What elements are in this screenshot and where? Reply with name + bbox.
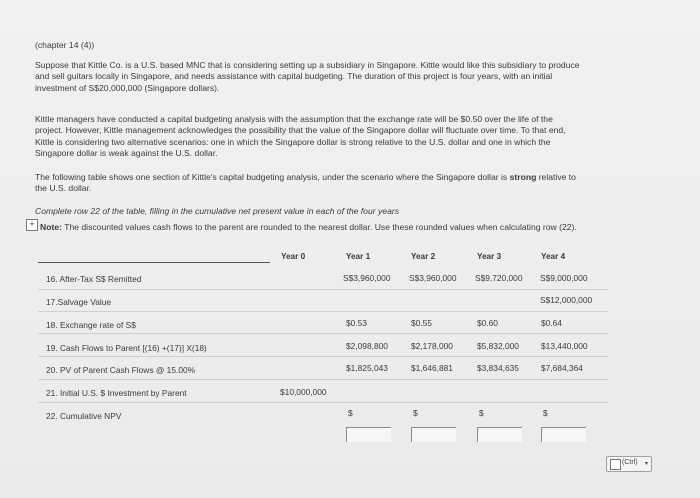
managers-paragraph bbox=[35, 114, 667, 160]
managers-line: Singapore dollar is weak against the U.S. dollar. bbox=[35, 148, 218, 159]
year-header-3: Year 3 bbox=[477, 252, 502, 261]
dollar-sign-y4: $ bbox=[543, 408, 548, 418]
row-divider bbox=[38, 311, 608, 312]
cumulative-npv-input-year3[interactable] bbox=[477, 427, 522, 442]
cumulative-npv-input-year2[interactable] bbox=[411, 427, 456, 442]
cell-18-y1: $0.53 bbox=[346, 318, 367, 328]
note-label: Note: bbox=[40, 222, 62, 232]
cell-18-y2: $0.55 bbox=[411, 318, 432, 328]
note-text bbox=[40, 222, 577, 233]
table-intro-line2: the U.S. dollar. bbox=[35, 183, 92, 194]
row-label-19: 19. Cash Flows to Parent [(16) +(17)] X(18) bbox=[46, 343, 207, 353]
chapter-reference: (chapter 14 (4)) bbox=[35, 40, 95, 50]
cell-17-y4: S$12,000,000 bbox=[540, 295, 593, 305]
cell-16-y1: S$3,960,000 bbox=[343, 273, 391, 283]
year-header-1: Year 1 bbox=[346, 252, 371, 261]
row-label-16: 16. After-Tax S$ Remitted bbox=[46, 274, 142, 284]
row-divider bbox=[38, 333, 608, 334]
cell-19-y4: $13,440,000 bbox=[541, 341, 588, 351]
row-divider bbox=[38, 356, 608, 357]
managers-line: Kittle managers have conducted a capital budgeting analysis with the assumption that the exchange rate will be $0.50 over the life of the bbox=[35, 114, 553, 124]
row-label-17: 17.Salvage Value bbox=[46, 297, 112, 307]
cumulative-npv-input-year1[interactable] bbox=[346, 427, 391, 442]
row-label-21: 21. Initial U.S. $ Investment by Parent bbox=[46, 388, 187, 398]
paste-options-button[interactable] bbox=[606, 456, 652, 472]
cell-18-y4: $0.64 bbox=[541, 318, 562, 328]
intro-line: and sell guitars locally in Singapore, and needs assistance with capital budgeting. The duration of this project is four years, with an initial bbox=[35, 71, 553, 82]
cell-16-y2: S$3,960,000 bbox=[409, 273, 457, 283]
cell-20-y4: $7,684,364 bbox=[541, 363, 583, 373]
cell-20-y3: $3,834,635 bbox=[477, 363, 519, 373]
intro-line: investment of S$20,000,000 (Singapore dollars). bbox=[35, 82, 220, 93]
row-divider bbox=[38, 289, 608, 290]
table-intro-after: relative to bbox=[536, 172, 576, 182]
expand-icon[interactable]: + bbox=[26, 219, 38, 231]
cell-20-y2: $1,646,881 bbox=[411, 363, 453, 373]
table-intro-paragraph bbox=[35, 172, 667, 195]
row-label-20: 20. PV of Parent Cash Flows @ 15.00% bbox=[46, 365, 196, 375]
cell-19-y2: $2,178,000 bbox=[411, 341, 453, 351]
chevron-down-icon: ▾ bbox=[644, 461, 648, 467]
year-header-0: Year 0 bbox=[281, 252, 306, 261]
year-header-4: Year 4 bbox=[541, 252, 566, 261]
intro-line: Suppose that Kittle Co. is a U.S. based MNC that is considering setting up a subsidiary in Singapore. Kittle would like this subsidiary to produce bbox=[35, 60, 580, 70]
table-intro-line bbox=[35, 172, 667, 183]
managers-line: project. However, Kittle management acknowledges the possibility that the value of the Singapore dollar will fluctuate over time. To that end, bbox=[35, 125, 566, 136]
row-divider bbox=[38, 402, 608, 403]
year-header-2: Year 2 bbox=[411, 252, 436, 261]
table-intro-bold: strong bbox=[509, 172, 537, 182]
note-body: The discounted values cash flows to the parent are rounded to the nearest dollar. Use these rounded values when calculating row (22). bbox=[61, 222, 577, 232]
dollar-sign-y3: $ bbox=[479, 408, 484, 418]
header-underline bbox=[38, 262, 270, 263]
cell-19-y1: $2,098,800 bbox=[346, 341, 388, 351]
instruction-text: Complete row 22 of the table, filling in the cumulative net present value in each of the four years bbox=[35, 206, 400, 216]
cell-21-y0: $10,000,000 bbox=[280, 387, 327, 397]
row-label-18: 18. Exchange rate of S$ bbox=[46, 320, 136, 330]
dollar-sign-y1: $ bbox=[348, 408, 353, 418]
managers-line: Kittle is considering two alternative scenarios: one in which the Singapore dollar is strong relative to the U.S. dollar and one in which the bbox=[35, 136, 551, 147]
cumulative-npv-input-year4[interactable] bbox=[541, 427, 586, 442]
cell-16-y3: S$9,720,000 bbox=[475, 273, 523, 283]
dollar-sign-y2: $ bbox=[413, 408, 418, 418]
cell-16-y4: S$9,000,000 bbox=[540, 273, 588, 283]
ctrl-label: (Ctrl) bbox=[622, 459, 638, 466]
cell-18-y3: $0.60 bbox=[477, 318, 498, 328]
row-divider bbox=[38, 379, 608, 380]
clipboard-icon bbox=[610, 459, 621, 470]
cell-19-y3: $5,832,000 bbox=[477, 341, 519, 351]
row-label-22: 22. Cumulative NPV bbox=[46, 411, 122, 421]
intro-paragraph bbox=[35, 60, 667, 94]
cell-20-y1: $1,825,043 bbox=[346, 363, 388, 373]
table-intro-before: The following table shows one section of Kittle's capital budgeting analysis, under the scenario where the Singapore dollar is bbox=[35, 172, 510, 182]
